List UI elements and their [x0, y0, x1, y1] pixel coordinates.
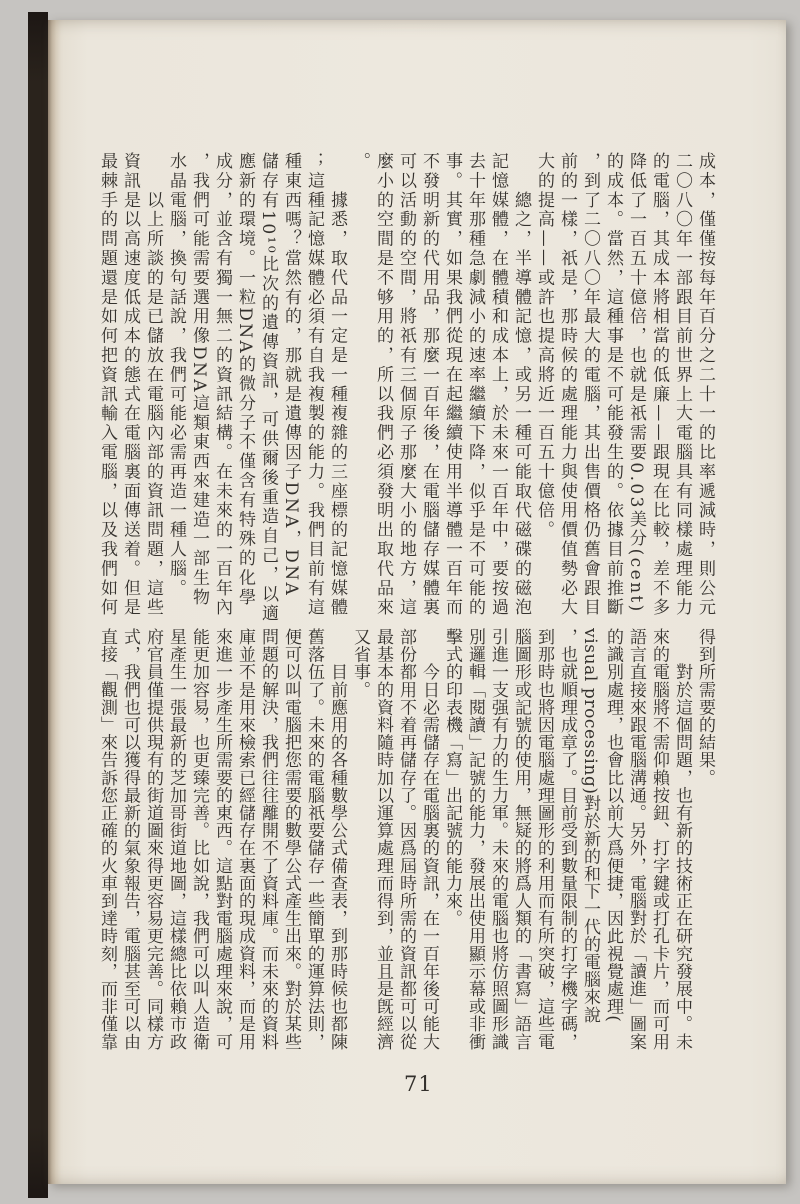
text-column: 可以活動的空間，將祇有三個原子那麼大小的地方，這 — [396, 152, 416, 618]
text-column: 總之，半導體記憶，或另一種可能取代磁碟的磁泡 — [511, 152, 531, 618]
text-column: 二〇八〇年一部跟目前世界上大電腦具有同樣處理能力 — [672, 152, 692, 618]
text-column: 腦圖形或記號的使用，無疑的將爲人類的「書寫」語言 — [511, 628, 531, 1051]
text-column: 不發明新的代用品，那麼一百年後，在電腦儲存媒體裏 — [419, 152, 439, 618]
text-block-top — [95, 152, 716, 624]
text-column: 以上所談的是已儲放在電腦內部的資訊問題，這些 — [143, 152, 163, 618]
text-column: 降低了一百五十億倍，也就是祇需要0.03美分(cent) — [626, 152, 646, 614]
text-column: 目前應用的各種數學公式備查表，到那時候也都陳 — [327, 628, 347, 1051]
text-column: ，到了二〇八〇年最大的電腦，其出售價格仍舊會跟目 — [580, 152, 600, 618]
book-cover-edge — [28, 12, 48, 1198]
text-column: 的電腦，其成本將相當的低廉——跟現在比較，差不多 — [649, 152, 669, 618]
text-column: 成分，並含有獨一無二的資訊結構。在未來的一百年內 — [212, 152, 232, 618]
text-column: ，也就順理成章了。目前受到數量限制的打字機字碼， — [557, 628, 577, 1051]
text-column: 舊落伍了。未來的電腦祇要儲存一些簡單的運算法則， — [304, 628, 324, 1051]
text-column: 別邏輯「閱讀」記號的能力，發展出使用顯示幕或非衝 — [465, 628, 485, 1051]
text-column: 星產生一張最新的芝加哥街道地圖，這樣總比依賴市政 — [166, 628, 186, 1051]
text-column: 直接「觀測」來告訴您正確的火車到達時刻，而非僅靠 — [97, 628, 117, 1051]
text-column: 來進一步產生所需要的東西。這點對電腦處理來說，可 — [212, 628, 232, 1051]
text-column: 又省事。 — [350, 628, 370, 699]
text-column: 的成本。當然，這種事是不可能發生的。依據目前推斷 — [603, 152, 623, 618]
text-column: 部份都用不着再儲存了。因爲屆時所需的資訊都可以從 — [396, 628, 416, 1051]
text-column: ，我們可能需要選用像DNA這類東西來建造一部生物 — [189, 152, 209, 608]
text-column: 問題的解決，我們往往離開不了資料庫。而未來的資料 — [258, 628, 278, 1051]
text-column: 記憶媒體，在體積和成本上，於未來一百年中，要按過 — [488, 152, 508, 618]
text-column: 庫並不是用來檢索已經儲存在裏面的現成資料，而是用 — [235, 628, 255, 1051]
text-column: 應新的環境。一粒DNA的微分子不僅含有特殊的化學 — [235, 152, 255, 608]
text-column: 式，我們也可以獲得最新的氣象報告，電腦甚至可以由 — [120, 628, 140, 1051]
text-column: 資訊是以高速度低成本的態式在電腦裏面傳送着。但是 — [120, 152, 140, 618]
text-column: visual processing)對於新的和下一代的電腦來說 — [580, 628, 600, 1024]
text-column: 據悉，取代品一定是一種複雜的三座標的記憶媒體 — [327, 152, 347, 618]
text-column: 。 — [350, 152, 370, 172]
text-column: 的識別處理，也會比以前大爲便捷，因此視覺處理( — [603, 628, 623, 1023]
text-column: 前的一樣，祇是，那時候的處理能力與使用價值勢必大 — [557, 152, 577, 618]
text-column: 能更加容易，也更臻完善。比如說，我們可以叫人造衛 — [189, 628, 209, 1051]
text-column: 對於這個問題，也有新的技術正在研究發展中。未 — [672, 628, 692, 1051]
text-column: 引進一支强有力的生力軍。未來的電腦也將仿照圖形識 — [488, 628, 508, 1051]
text-column: 便可以叫電腦把您需要的數學公式產生出來。對於某些 — [281, 628, 301, 1051]
text-column: 最棘手的問題還是如何把資訊輸入電腦，以及我們如何 — [97, 152, 117, 618]
text-column: ；這種記憶媒體必須有自我複製的能力。我們目前有這 — [304, 152, 324, 618]
text-column: 到那時也將因電腦處理圖形的利用而有所突破，這些電 — [534, 628, 554, 1051]
text-column: 今日必需儲存在電腦裏的資訊，在一百年後可能大 — [419, 628, 439, 1051]
text-column: 事。其實，如果我們從現在起繼續使用半導體一百年而 — [442, 152, 462, 618]
book-page — [48, 20, 786, 1184]
page-number: 71 — [404, 1072, 433, 1096]
text-column: 去十年那種急劇減小的速率繼續下降，似乎是不可能的 — [465, 152, 485, 618]
text-column: 麼小的空間是不够用的，所以我們必須發明出取代品來 — [373, 152, 393, 618]
text-column: 種東西嗎？當然有的，那就是遺傳因子DNA，DNA — [281, 152, 301, 598]
text-column: 水晶電腦，換句話說，我們可能必需再造一種人腦。 — [166, 152, 186, 599]
text-column: 擊式的印表機「寫」出記號的能力來。 — [442, 628, 462, 928]
text-column: 成本，僅僅按每年百分之二十一的比率遞減時，則公元 — [695, 152, 715, 618]
text-column: 府官員僅提供現有的街道圖來得更容易更完善。同樣方 — [143, 628, 163, 1051]
text-column: 來的電腦將不需仰賴按鈕、打字鍵或打孔卡片，而可用 — [649, 628, 669, 1051]
text-column: 語言直接來跟電腦溝通。另外，電腦對於「讀進」圖案 — [626, 628, 646, 1051]
text-column: 最基本的資料隨時加以運算處理而得到，並且是旣經濟 — [373, 628, 393, 1051]
text-block-bottom — [95, 628, 716, 1050]
text-column: 得到所需要的結果。 — [695, 628, 715, 787]
text-column: 大的提高——或許也提高將近一百五十億倍。 — [534, 152, 554, 540]
text-column: 儲存有10¹⁰比次的遺傳資訊，可供爾後重造自己，以適 — [258, 152, 278, 624]
